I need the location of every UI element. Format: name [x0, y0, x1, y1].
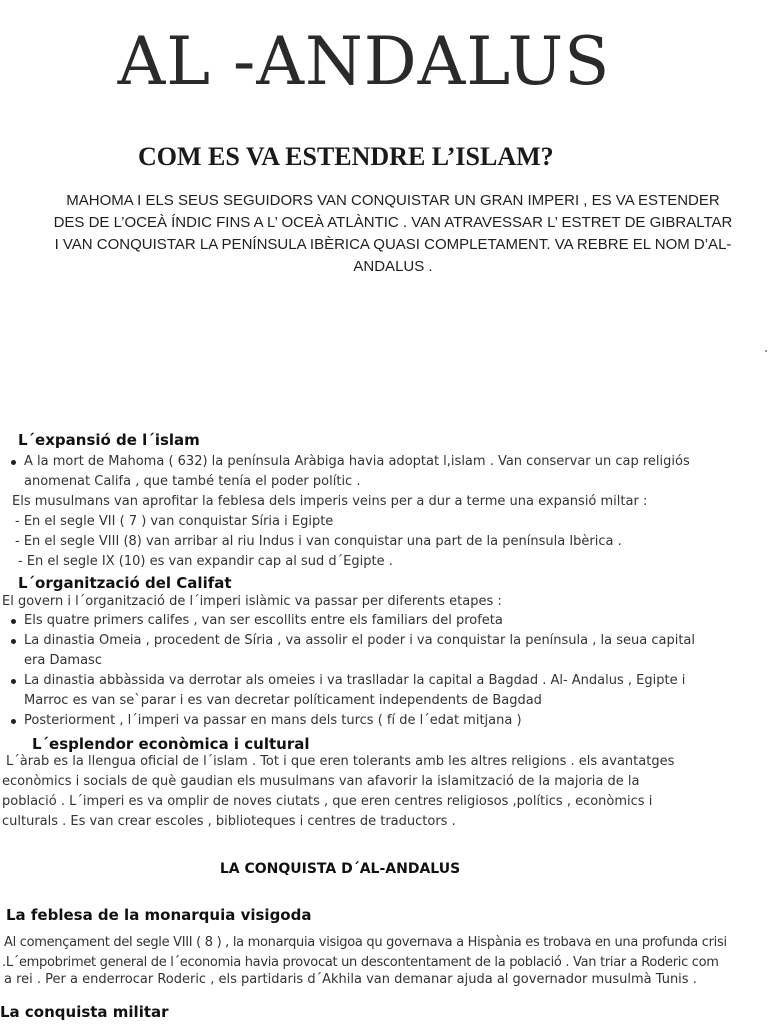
califat-bullet-3-cont: Marroc es van se`parar i es van decretar políticament independents de Bagdad: [24, 693, 542, 708]
califat-bullet-3: La dinastia abbàssida va derrotar als omeies i va traslladar la capital a Bagdad . Al- Andalus , Egipte i: [24, 671, 685, 691]
expansio-item-3: - En el segle IX (10) es van expandir cap al sud d´Egipte .: [18, 554, 393, 569]
expansio-bullet-1: A la mort de Mahoma ( 632) la península Aràbiga havia adoptat l,islam . Van conservar un cap religiós: [24, 452, 690, 472]
esplendor-line-1: L´àrab es la llengua oficial de l´islam . Tot i que eren tolerants amb les altres religions . els avantatges: [6, 754, 675, 769]
esplendor-line-2: econòmics i socials de què gaudian els musulmans van afavorir la islamització de la majoria de la: [2, 774, 640, 789]
califat-bullet-2-cont: era Damasc: [24, 653, 102, 668]
califat-bullet-1: Els quatre primers califes , van ser escollits entre els familiars del profeta: [24, 611, 503, 631]
intro-paragraph: MAHOMA I ELS SEUS SEGUIDORS VAN CONQUISTAR UN GRAN IMPERI , ES VA ESTENDER DES DE L’OCEÀ ÍNDIC FINS A L’ OCEÀ ATLÀNTIC . VAN ATRAVESSAR L’ ESTRET DE GIBRALTAR I VAN CONQUISTAR LA PENÍNSULA IBÈRICA QUASI COMPLETAMENT. VA REBRE EL NOM D’AL- ANDALUS .: [53, 192, 733, 275]
esplendor-heading: L´esplendor econòmica i cultural: [32, 735, 310, 753]
feblesa-line-1: Al començament del segle VIII ( 8 ) , la monarquia visigoa qu governava a Hispània es trobava en una profunda crisi: [4, 935, 727, 950]
esplendor-line-4: culturals . Es van crear escoles , biblioteques i centres de traductors .: [2, 814, 456, 829]
expansio-bullet-1-cont: anomenat Califa , que també tenía el poder polític .: [24, 474, 361, 489]
feblesa-line-2: .L´empobrimet general de l´economia havia provocat un descontentament de la població . Van triar a Roderic com: [2, 955, 719, 970]
califat-bullet-2: La dinastia Omeia , procedent de Síria , va assolir el poder i va conquistar la península , la seua capital: [24, 631, 695, 651]
militar-heading: La conquista militar: [0, 1003, 169, 1021]
califat-intro: El govern i l´organització de l´imperi islàmic va passar per diferents etapes :: [2, 594, 502, 609]
feblesa-heading: La feblesa de la monarquia visigoda: [6, 906, 312, 924]
page-subtitle: COM ES VA ESTENDRE L’ISLAM?: [138, 142, 554, 171]
califat-heading: L´organització del Califat: [18, 574, 232, 592]
califat-bullet-4: Posteriorment , l´imperi va passar en mans dels turcs ( fí de l´edat mitjana ): [24, 711, 522, 731]
stray-mark: [765, 350, 767, 352]
conquista-title: LA CONQUISTA D´AL-ANDALUS: [219, 861, 461, 877]
expansio-item-2: - En el segle VIII (8) van arribar al riu Indus i van conquistar una part de la península Ibèrica .: [15, 534, 622, 549]
expansio-item-1: - En el segle VII ( 7 ) van conquistar Síria i Egipte: [15, 514, 334, 529]
page-title: AL -ANDALUS: [117, 23, 611, 100]
expansio-heading: L´expansió de l´islam: [18, 431, 200, 449]
esplendor-line-3: població . L´imperi es va omplir de noves ciutats , que eren centres religiosos ,polítics , econòmics i: [2, 794, 653, 809]
feblesa-line-3: a rei . Per a enderrocar Roderic , els partidaris d´Akhila van demanar ajuda al governador musulmà Tunis .: [4, 972, 697, 987]
expansio-paragraph: Els musulmans van aprofitar la feblesa dels imperis veins per a dur a terme una expansió miltar :: [12, 494, 648, 509]
